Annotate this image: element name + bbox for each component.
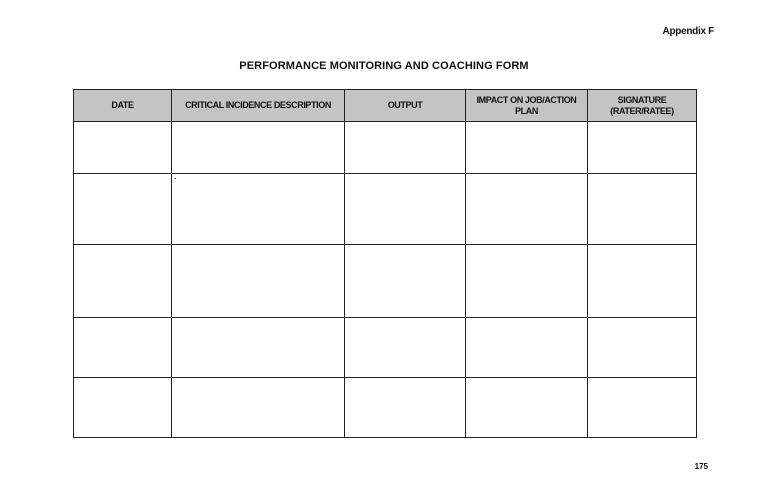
cell-output[interactable] <box>345 174 466 245</box>
cell-signature[interactable] <box>588 122 697 174</box>
stray-mark <box>175 178 176 179</box>
cell-impact[interactable] <box>466 318 588 378</box>
cell-critical-incidence-description[interactable] <box>172 318 345 378</box>
cell-critical-incidence-description[interactable] <box>172 122 345 174</box>
table-row <box>74 378 697 438</box>
cell-date[interactable] <box>74 245 172 318</box>
cell-output[interactable] <box>345 245 466 318</box>
cell-impact[interactable] <box>466 174 588 245</box>
header-date: DATE <box>74 90 172 122</box>
header-signature: SIGNATURE (RATER/RATEE) <box>588 90 697 122</box>
cell-output[interactable] <box>345 318 466 378</box>
table-row <box>74 174 697 245</box>
cell-signature[interactable] <box>588 318 697 378</box>
cell-output[interactable] <box>345 122 466 174</box>
cell-impact[interactable] <box>466 122 588 174</box>
table-row <box>74 245 697 318</box>
cell-date[interactable] <box>74 174 172 245</box>
header-impact-on-job-action-plan: IMPACT ON JOB/ACTION PLAN <box>466 90 588 122</box>
cell-impact[interactable] <box>466 245 588 318</box>
cell-date[interactable] <box>74 378 172 438</box>
cell-critical-incidence-description[interactable] <box>172 174 345 245</box>
cell-signature[interactable] <box>588 245 697 318</box>
header-critical-incidence-description: CRITICAL INCIDENCE DESCRIPTION <box>172 90 345 122</box>
cell-signature[interactable] <box>588 378 697 438</box>
form-title: PERFORMANCE MONITORING AND COACHING FORM <box>239 60 529 72</box>
page-number: 175 <box>694 462 708 471</box>
header-output: OUTPUT <box>345 90 466 122</box>
cell-date[interactable] <box>74 122 172 174</box>
table-row <box>74 318 697 378</box>
appendix-label: Appendix F <box>662 26 714 37</box>
cell-impact[interactable] <box>466 378 588 438</box>
table-header-row <box>74 90 697 122</box>
cell-critical-incidence-description[interactable] <box>172 378 345 438</box>
coaching-form-table <box>73 89 697 438</box>
cell-output[interactable] <box>345 378 466 438</box>
cell-critical-incidence-description[interactable] <box>172 245 345 318</box>
cell-date[interactable] <box>74 318 172 378</box>
cell-signature[interactable] <box>588 174 697 245</box>
table-row <box>74 122 697 174</box>
